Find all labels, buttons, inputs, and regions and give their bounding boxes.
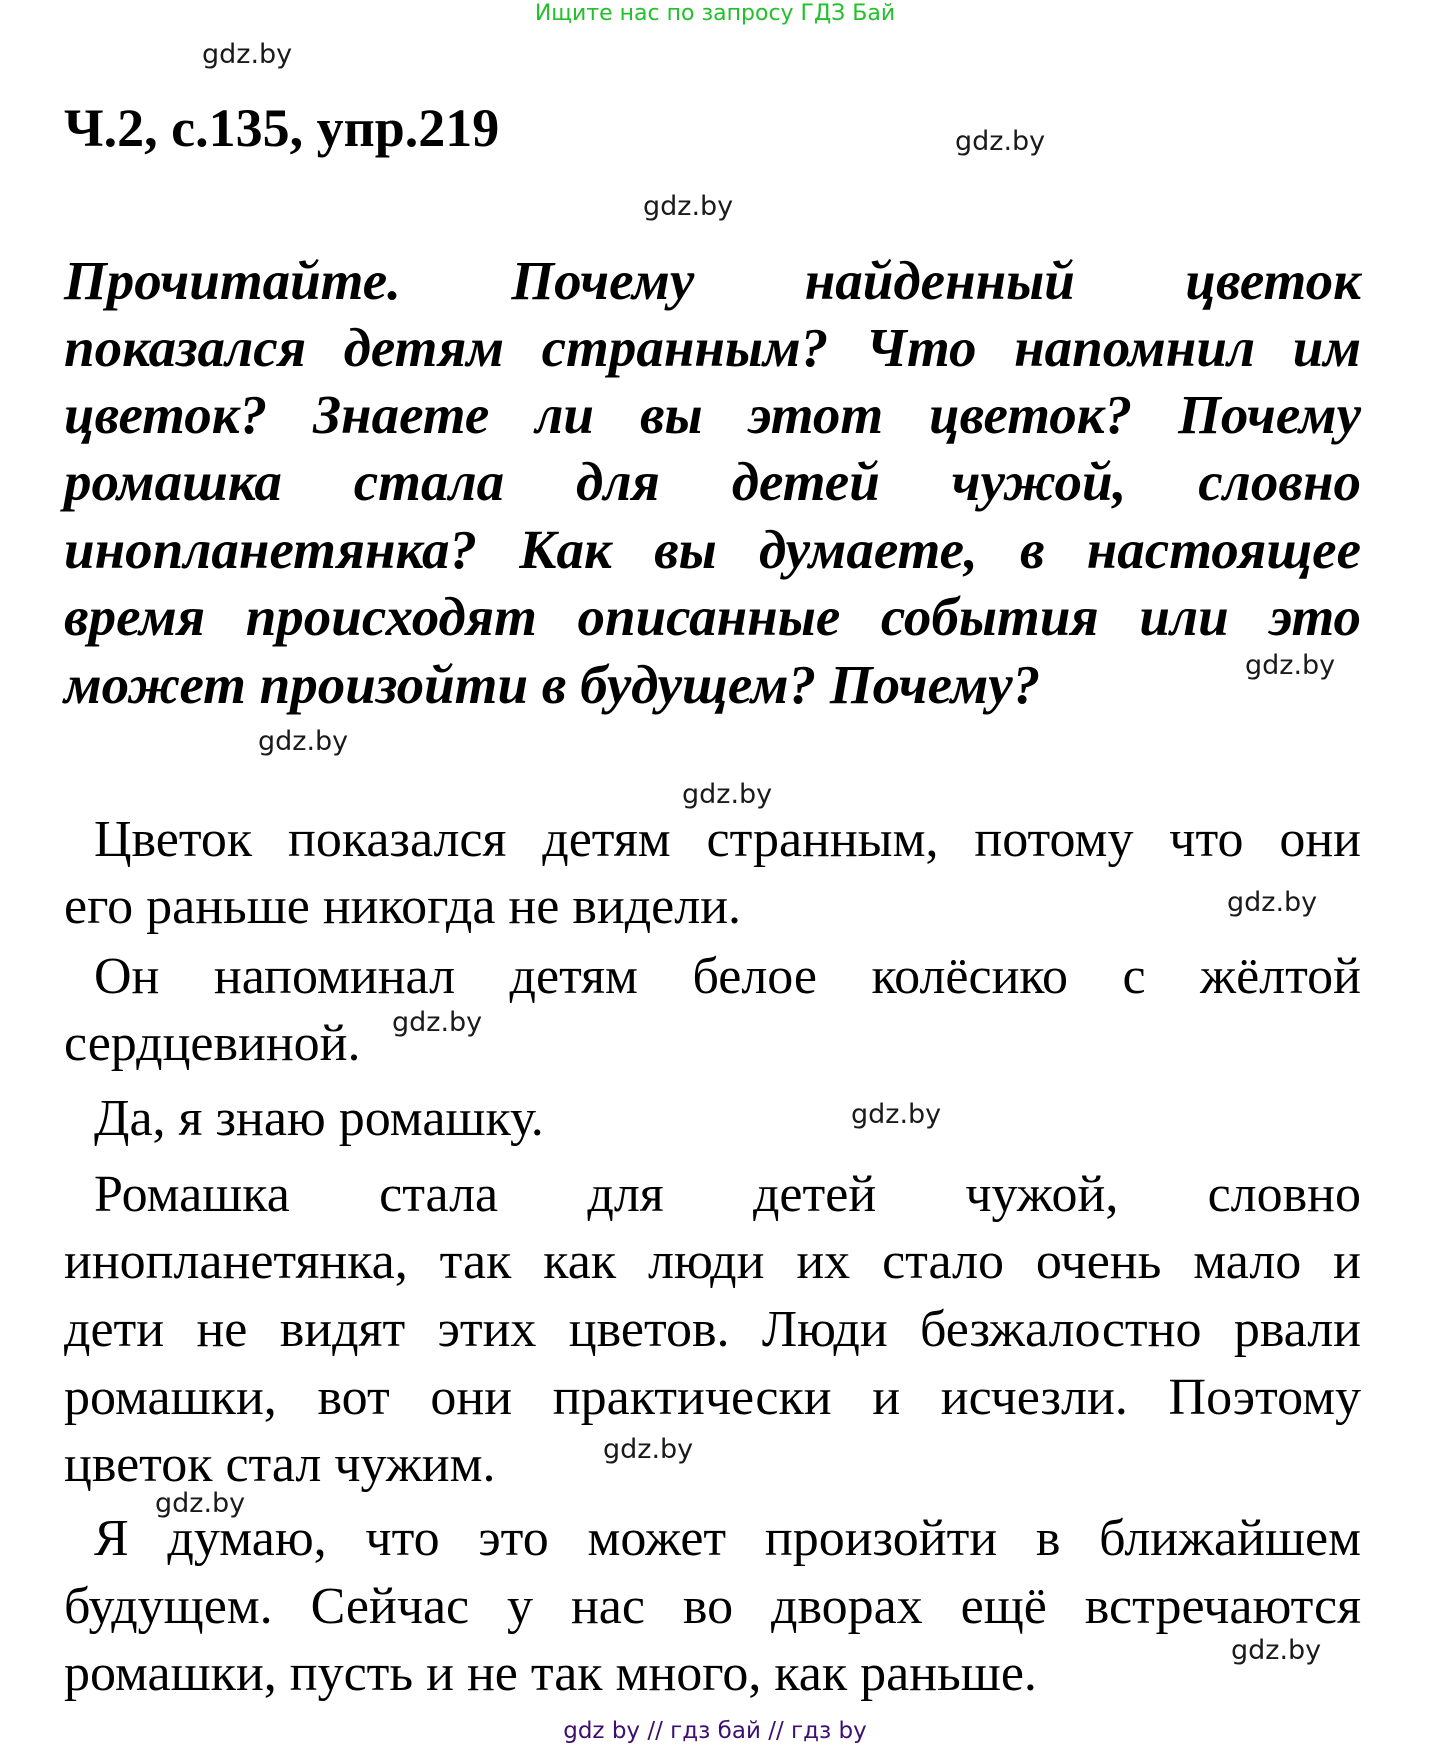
question-line: время происходят описанные события или это bbox=[64, 586, 1361, 647]
answer-line: Он напоминал детям белое колёсико с жёлтой bbox=[94, 948, 1361, 1005]
watermark: gdz.by bbox=[1227, 887, 1318, 918]
question-line: инопланетянка? Как вы думаете, в настоящее bbox=[64, 519, 1361, 580]
answer-line: ромашки, вот они практически и исчезли. Поэтому bbox=[64, 1369, 1361, 1426]
watermark: gdz.by bbox=[202, 39, 293, 70]
answer-line: его раньше никогда не видели. bbox=[64, 878, 742, 935]
answer-line: инопланетянка, так как люди их стало очень мало и bbox=[64, 1233, 1361, 1290]
watermark: gdz.by bbox=[155, 1488, 246, 1519]
watermark: gdz.by bbox=[955, 126, 1046, 157]
watermark: gdz.by bbox=[1245, 650, 1336, 681]
watermark: gdz.by bbox=[643, 191, 734, 222]
question-line: может произойти в будущем? Почему? bbox=[64, 654, 1041, 715]
watermark: gdz.by bbox=[258, 726, 349, 757]
question-line: показался детям странным? Что напомнил им bbox=[64, 317, 1361, 378]
answer-line: Я думаю, что это может произойти в ближайшем bbox=[94, 1510, 1361, 1567]
answer-line: Да, я знаю ромашку. bbox=[94, 1090, 544, 1147]
footer-links: gdz by // гдз бай // гдз by bbox=[563, 1718, 867, 1744]
answer-line: цветок стал чужим. bbox=[64, 1436, 496, 1493]
search-banner: Ищите нас по запросу ГДЗ Бай bbox=[534, 1, 896, 26]
question-line: цветок? Знаете ли вы этот цветок? Почему bbox=[64, 384, 1361, 445]
page-title: Ч.2, с.135, упр.219 bbox=[64, 98, 500, 158]
answer-line: дети не видят этих цветов. Люди безжалостно рвали bbox=[64, 1301, 1361, 1358]
watermark: gdz.by bbox=[682, 779, 773, 810]
answer-line: сердцевиной. bbox=[64, 1015, 361, 1072]
watermark: gdz.by bbox=[603, 1434, 694, 1465]
watermark: gdz.by bbox=[851, 1099, 942, 1130]
answer-line: Ромашка стала для детей чужой, словно bbox=[94, 1166, 1361, 1223]
answer-line: ромашки, пусть и не так много, как раньше. bbox=[64, 1645, 1037, 1702]
watermark: gdz.by bbox=[392, 1007, 483, 1038]
question-line: Прочитайте. Почему найденный цветок bbox=[64, 250, 1361, 311]
answer-line: будущем. Сейчас у нас во дворах ещё встречаются bbox=[64, 1578, 1361, 1635]
question-line: ромашка стала для детей чужой, словно bbox=[64, 451, 1361, 512]
answer-line: Цветок показался детям странным, потому что они bbox=[94, 811, 1361, 868]
watermark: gdz.by bbox=[1231, 1635, 1322, 1666]
